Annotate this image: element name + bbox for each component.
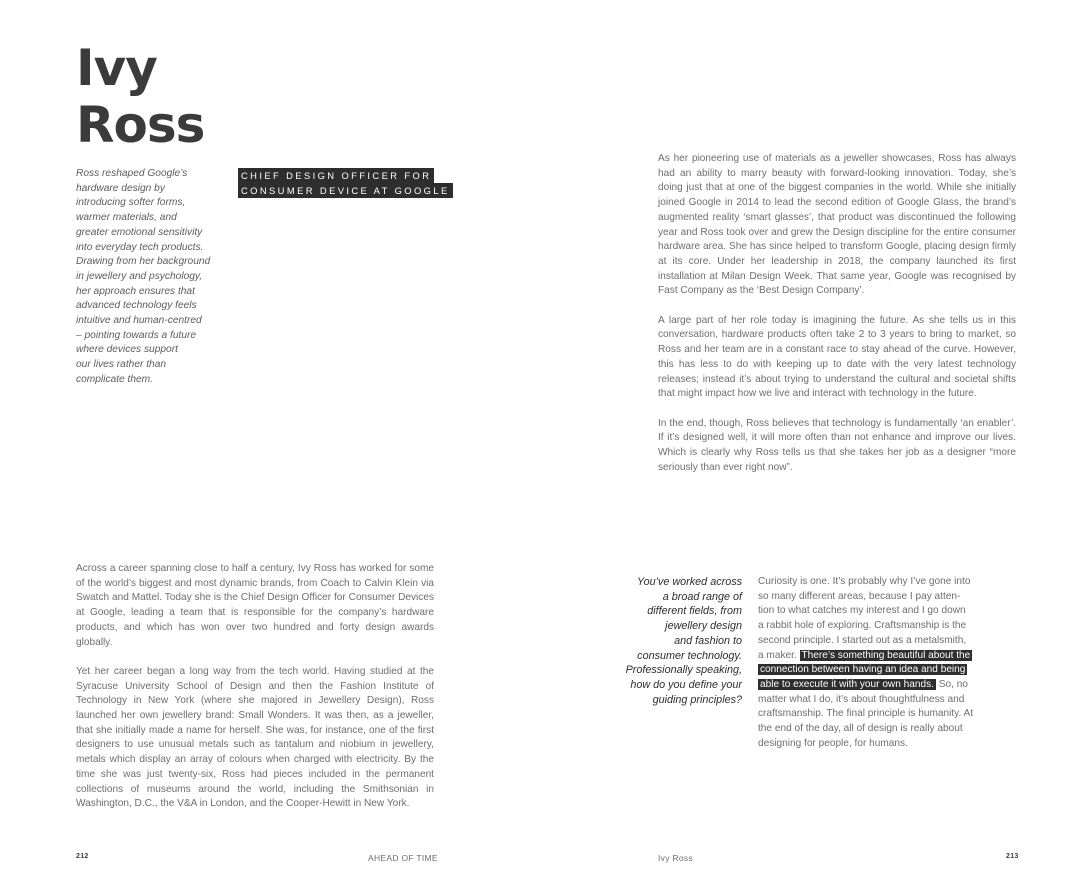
question-line: You’ve worked across xyxy=(636,576,742,588)
intro-line: Ross reshaped Google’s xyxy=(76,168,188,179)
highlighted-quote: able to execute it with your own hands. xyxy=(760,678,934,690)
intro-line: in jewellery and psychology, xyxy=(76,270,203,282)
answer-line xyxy=(758,663,980,678)
paragraph: Across a career spanning close to half a century, Ivy Ross has worked for some of the world’s biggest and most dynamic brands, from Coach to Calvin Klein via Swatch and Mattel. Today she is the Chief Design Officer for Consumer Devices at Google, leading a team that is responsible for the company’s hardware products, and which has won over two hundred and forty design awards globally. xyxy=(76,563,434,648)
answer-line: the end of the day, all of design is really about xyxy=(758,723,963,735)
answer-line: designing for people, for humans. xyxy=(758,737,908,749)
highlighted-quote: There’s something beautiful about the xyxy=(801,649,971,661)
intro-line: her approach ensures that xyxy=(76,285,195,297)
question-line: how do you define your xyxy=(630,678,742,691)
intro-line: introducing softer forms, xyxy=(76,197,186,209)
intro-line: into everyday tech products. xyxy=(76,241,204,253)
intro-line: intuitive and human-centred xyxy=(76,315,202,327)
question-line: jewellery design xyxy=(665,620,742,633)
question-line: consumer technology. xyxy=(637,649,742,662)
question-line: a broad range of xyxy=(662,590,742,603)
title-line-2: Ross xyxy=(76,96,205,154)
answer-line xyxy=(758,678,980,693)
answer-line: Curiosity is one. It’s probably why I’ve gone into xyxy=(758,576,971,587)
paragraph: As her pioneering use of materials as a jeweller showcases, Ross has always had an ability to marry beauty with forward-looking innovation. Today, she’s doing just that at one of the biggest companies in the world. While she initially joined Google in 2014 to lead the second edition of Google Glass, the brand’s augmented reality ‘smart glasses’, that product was discontinued the following year and Ross took over and grew the Design discipline for the entire consumer hardware area. She has since helped to transform Google, placing design firmly at its core. Under her leadership in 2018, the company launched its first installation at Milan Design Week. That same year, Google was recognised by Fast Company as the ‘Best Design Company’. xyxy=(658,153,1016,297)
paragraph: A large part of her role today is imagining the future. As she tells us in this conversation, hardware products often take 2 to 3 years to bring to market, so Ross and her team are in a constant race to stay ahead of the curve. However, this has less to do with keeping up to date with the very latest technology releases; instead it’s about trying to understand the cultural and societal shifts that might impact how we live and interact with technology in the future. xyxy=(658,314,1016,400)
answer-text: So, no xyxy=(935,678,968,690)
intro-line: advanced technology feels xyxy=(76,300,197,312)
intro-line: where devices support xyxy=(76,344,178,356)
page-number-right: 213 xyxy=(1006,853,1019,860)
article-title xyxy=(76,40,204,154)
question-line: Professionally speaking, xyxy=(625,664,742,677)
question-line: different fields, from xyxy=(647,605,742,618)
answer-text: a maker. xyxy=(758,649,800,661)
answer-line xyxy=(758,649,980,664)
paragraph: In the end, though, Ross believes that technology is fundamentally ‘an enabler’. If it’s designed well, it will more often than not enhance and improve our lives. Which is clearly why Ross tells us that she takes her job as a designer “more seriously than ever right now”. xyxy=(658,417,1016,473)
role-tag xyxy=(238,168,453,198)
left-column-text xyxy=(76,562,434,827)
running-title-left: AHEAD OF TIME xyxy=(368,853,438,863)
intro-line: hardware design by xyxy=(76,182,165,194)
intro-line: warmer materials, and xyxy=(76,212,177,224)
paragraph: Yet her career began a long way from the tech world. Having studied at the Syracuse University School of Design and then the Fashion Institute of Technology in New York (where she majored in Jewellery Design), Ross launched her own jewellery brand: Small Wonders. It was then, as a jeweller, that she initially made a name for herself. She was, for instance, one of the first designers to use unusual metals such as tantalum and niobium in jewellery, metals which display an array of colours when charged with electricity. By the time she was just twenty-six, Ross had pieces included in the permanent collections of museums around the world, including the Smithsonian in Washington, D.C., the V&A in London, and the Cooper-Hewitt in New York. xyxy=(76,665,434,810)
role-tag-line-2: CONSUMER DEVICE AT GOOGLE xyxy=(238,183,453,198)
answer-line: craftsmanship. The final principle is humanity. At xyxy=(758,708,974,720)
highlighted-quote: connection between having an idea and being xyxy=(760,664,966,676)
running-title-right: Ivy Ross xyxy=(658,853,693,863)
answer-line: second principle. I started out as a metalsmith, xyxy=(758,634,967,646)
interview-answer xyxy=(758,575,980,751)
intro-blurb xyxy=(76,167,226,388)
page-number-left: 212 xyxy=(76,853,89,860)
intro-line: – pointing towards a future xyxy=(76,329,197,341)
answer-line: a rabbit hole of exploring. Craftsmanship is the xyxy=(758,620,967,632)
intro-line: complicate them. xyxy=(76,373,154,385)
question-line: and fashion to xyxy=(674,634,742,647)
role-tag-line-1: CHIEF DESIGN OFFICER FOR xyxy=(238,168,434,183)
answer-line: so many different areas, because I pay atten- xyxy=(758,590,961,602)
answer-line: tion to what catches my interest and I go down xyxy=(758,605,966,617)
interview-question xyxy=(612,575,742,707)
answer-line: matter what I do, it’s about thoughtfulness and xyxy=(758,693,965,705)
question-line: guiding principles? xyxy=(652,693,742,706)
intro-line: Drawing from her background xyxy=(76,256,211,268)
title-line-1: Ivy xyxy=(76,39,157,97)
intro-line: our lives rather than xyxy=(76,359,167,371)
intro-line: greater emotional sensitivity xyxy=(76,226,203,238)
right-column-text xyxy=(658,152,1016,490)
